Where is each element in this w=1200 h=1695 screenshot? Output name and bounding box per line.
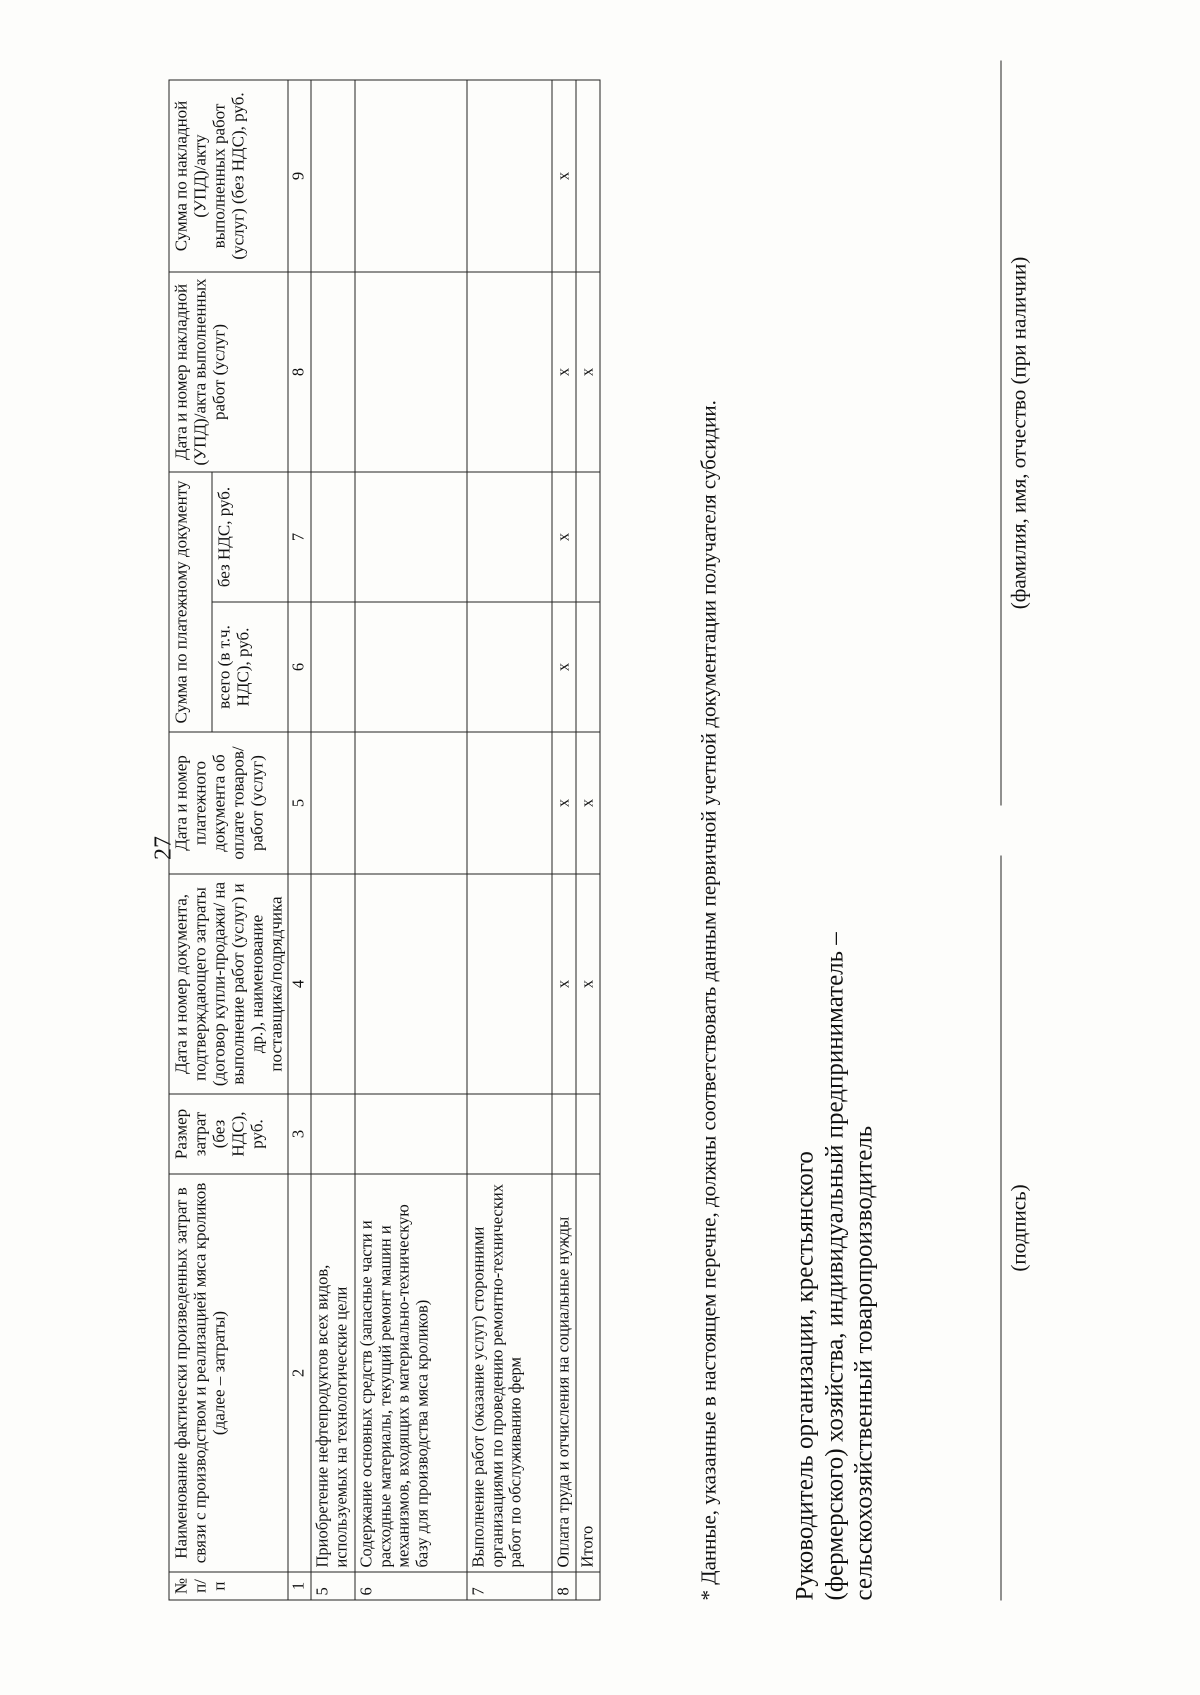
header-cost: Размер затрат (без НДС), руб. xyxy=(169,1094,288,1174)
signatory-title-line: сельскохозяйственный товаропроизводитель xyxy=(850,1125,877,1600)
name-caption: (фамилия, имя, отчество (при наличии) xyxy=(1006,256,1030,609)
signature-line xyxy=(1000,855,1001,1600)
cell-sum-no-vat xyxy=(355,471,467,601)
cell-sum-total xyxy=(355,602,467,732)
header-payment-doc: Дата и номер платежного документа об оплате товаров/работ (услуг) xyxy=(169,732,288,874)
signatory-title-line: (фермерского) хозяйства, индивидуальный предприниматель – xyxy=(820,931,848,1600)
cell-sum-total xyxy=(467,602,552,732)
cell-sum-no-vat: х xyxy=(552,471,576,601)
row-name: Итого xyxy=(576,1174,600,1572)
header-num: № п/п xyxy=(169,1572,288,1600)
table-row-total xyxy=(576,79,600,1599)
cell-sum-total xyxy=(311,602,355,732)
header-payment-sum: Сумма по платежному документу xyxy=(169,471,212,731)
signatory-title-line: Руководитель организации, крестьянского xyxy=(791,1150,818,1600)
expenses-table xyxy=(168,79,600,1600)
cell-cost xyxy=(576,1094,600,1174)
cell-sum-no-vat xyxy=(311,471,355,601)
column-number: 4 xyxy=(288,874,311,1094)
cell-sum-no-vat xyxy=(467,471,552,601)
cell-invoice: х xyxy=(552,271,576,471)
row-name: Выполнение работ (оказание услуг) сторонними организациями по проведению ремонтно-технических работ по обслуживанию ферм xyxy=(467,1174,552,1572)
cell-sum-total xyxy=(576,602,600,732)
row-number: 7 xyxy=(467,1572,552,1600)
column-number: 3 xyxy=(288,1094,311,1174)
column-number: 9 xyxy=(288,79,311,271)
column-number: 5 xyxy=(288,732,311,874)
cell-cost xyxy=(311,1094,355,1174)
column-numbers-row xyxy=(288,79,311,1599)
cell-contract: х xyxy=(552,874,576,1094)
cell-payment-doc: х xyxy=(576,732,600,874)
header-invoice: Дата и номер накладной (УПД)/акта выполненных работ (услуг) xyxy=(169,271,288,471)
cell-invoice xyxy=(311,271,355,471)
cell-payment-doc xyxy=(467,732,552,874)
footnote: * Данные, указанные в настоящем перечне, должны соответствовать данным первичной учетной документации получателя субсидии. xyxy=(696,399,720,1600)
table-row xyxy=(311,79,355,1599)
header-contract: Дата и номер документа, подтверждающего затраты (договор купли-продажи/ на выполнение работ (услуг) и др.), наименование поставщика/подрядчика xyxy=(169,874,288,1094)
signature-caption: (подпись) xyxy=(1006,1183,1030,1272)
cell-invoice-sum xyxy=(355,79,467,271)
header-sum-total: всего (в т.ч. НДС), руб. xyxy=(211,602,288,732)
cell-invoice xyxy=(355,271,467,471)
cell-invoice-sum xyxy=(467,79,552,271)
table-row xyxy=(552,79,576,1599)
cell-contract xyxy=(467,874,552,1094)
cell-cost xyxy=(552,1094,576,1174)
cell-payment-doc xyxy=(355,732,467,874)
cell-invoice-sum xyxy=(576,79,600,271)
cell-cost xyxy=(467,1094,552,1174)
cell-sum-total: х xyxy=(552,602,576,732)
page-number: 27 xyxy=(150,835,176,860)
header-name: Наименование фактически произведенных затрат в связи с производством и реализацией мяса кроликов (далее – затраты) xyxy=(169,1174,288,1572)
cell-invoice-sum: х xyxy=(552,79,576,271)
header-invoice-sum: Сумма по накладной (УПД)/акту выполненных работ (услуг) (без НДС), руб. xyxy=(169,79,288,271)
cell-contract xyxy=(355,874,467,1094)
column-number: 6 xyxy=(288,602,311,732)
header-row xyxy=(169,79,212,1599)
cell-cost xyxy=(355,1094,467,1174)
table-row xyxy=(467,79,552,1599)
row-name: Содержание основных средств (запасные части и расходные материалы, текущий ремонт машин и механизмов, входящих в материально-техническую базу для производства мяса кроликов) xyxy=(355,1174,467,1572)
cell-invoice xyxy=(467,271,552,471)
signatory-title xyxy=(790,932,879,1600)
row-name: Оплата труда и отчисления на социальные нужды xyxy=(552,1174,576,1572)
row-name: Приобретение нефтепродуктов всех видов, используемых на технологические цели xyxy=(311,1174,355,1572)
column-number: 7 xyxy=(288,471,311,601)
table-row xyxy=(355,79,467,1599)
row-number: 6 xyxy=(355,1572,467,1600)
row-number: 5 xyxy=(311,1572,355,1600)
cell-sum-no-vat xyxy=(576,471,600,601)
column-number: 2 xyxy=(288,1174,311,1572)
column-number: 1 xyxy=(288,1572,311,1600)
header-sum-no-vat: без НДС, руб. xyxy=(211,471,288,601)
row-number xyxy=(576,1572,600,1600)
cell-invoice: х xyxy=(576,271,600,471)
cell-payment-doc xyxy=(311,732,355,874)
row-number: 8 xyxy=(552,1572,576,1600)
cell-invoice-sum xyxy=(311,79,355,271)
cell-contract xyxy=(311,874,355,1094)
cell-contract: х xyxy=(576,874,600,1094)
name-line xyxy=(1000,60,1001,805)
cell-payment-doc: х xyxy=(552,732,576,874)
column-number: 8 xyxy=(288,271,311,471)
